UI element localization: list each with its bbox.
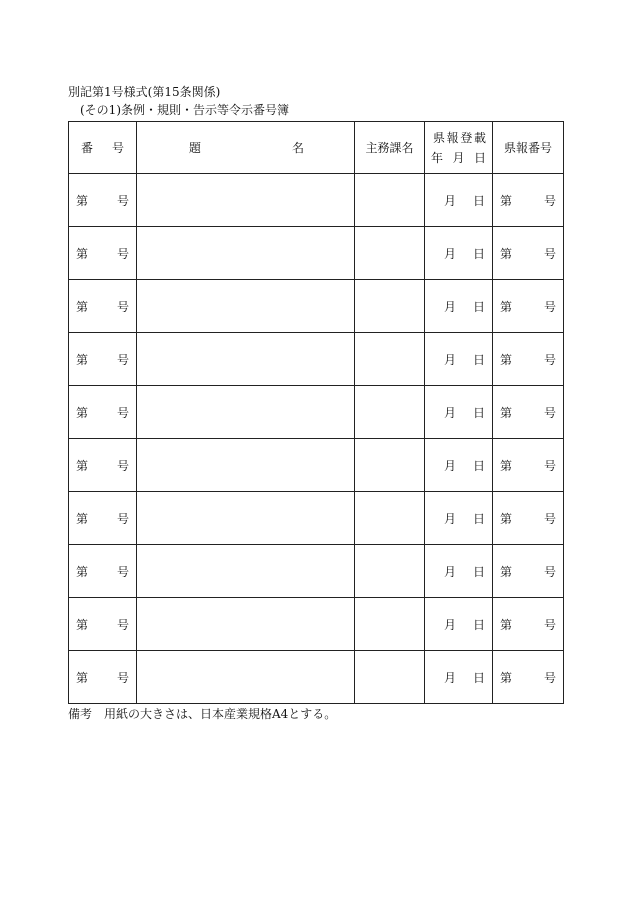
cell-publication-number[interactable] xyxy=(493,333,564,386)
table-row xyxy=(69,598,564,651)
cell-publication-number[interactable] xyxy=(493,545,564,598)
number-prefix: 第 xyxy=(76,617,89,632)
table-row xyxy=(69,651,564,704)
cell-title[interactable] xyxy=(137,651,355,704)
header-publication-date-top xyxy=(425,128,492,148)
number-suffix: 号 xyxy=(116,458,129,473)
cell-publication-date[interactable] xyxy=(425,492,493,545)
number-suffix: 号 xyxy=(116,670,129,685)
pubno-suffix: 号 xyxy=(543,511,556,526)
number-suffix: 号 xyxy=(116,617,129,632)
date-day: 日 xyxy=(472,405,485,420)
cell-publication-date[interactable] xyxy=(425,598,493,651)
number-suffix: 号 xyxy=(116,511,129,526)
number-suffix: 号 xyxy=(116,246,129,261)
pubno-suffix: 号 xyxy=(543,564,556,579)
table-row xyxy=(69,386,564,439)
pubno-suffix: 号 xyxy=(543,352,556,367)
cell-number[interactable] xyxy=(69,174,137,227)
pubno-prefix: 第 xyxy=(500,299,513,314)
date-day: 日 xyxy=(472,299,485,314)
number-prefix: 第 xyxy=(76,670,89,685)
cell-publication-number[interactable] xyxy=(493,386,564,439)
date-day: 日 xyxy=(472,246,485,261)
pubno-suffix: 号 xyxy=(543,193,556,208)
cell-publication-number[interactable] xyxy=(493,174,564,227)
date-month: 月 xyxy=(443,458,456,473)
date-month: 月 xyxy=(443,299,456,314)
table-row xyxy=(69,174,564,227)
date-month: 月 xyxy=(443,670,456,685)
header-publication-date-bottom xyxy=(425,148,492,168)
cell-title[interactable] xyxy=(137,439,355,492)
pubno-suffix: 号 xyxy=(543,405,556,420)
cell-publication-date[interactable] xyxy=(425,333,493,386)
cell-department[interactable] xyxy=(355,439,425,492)
cell-department[interactable] xyxy=(355,492,425,545)
date-day: 日 xyxy=(472,511,485,526)
pubno-suffix: 号 xyxy=(543,617,556,632)
pubno-prefix: 第 xyxy=(500,405,513,420)
cell-title[interactable] xyxy=(137,280,355,333)
pubno-prefix: 第 xyxy=(500,670,513,685)
cell-number[interactable] xyxy=(69,386,137,439)
pubno-suffix: 号 xyxy=(543,670,556,685)
cell-publication-number[interactable] xyxy=(493,598,564,651)
number-prefix: 第 xyxy=(76,352,89,367)
header-title xyxy=(137,122,355,174)
cell-department[interactable] xyxy=(355,227,425,280)
cell-title[interactable] xyxy=(137,333,355,386)
header-department-label: 主務課名 xyxy=(365,141,414,155)
form-subheading: (その1)条例・規則・告示等令示番号簿 xyxy=(80,103,289,117)
cell-department[interactable] xyxy=(355,651,425,704)
date-day: 日 xyxy=(472,617,485,632)
pubno-suffix: 号 xyxy=(543,458,556,473)
table-row xyxy=(69,439,564,492)
cell-department[interactable] xyxy=(355,386,425,439)
cell-number[interactable] xyxy=(69,227,137,280)
date-month: 月 xyxy=(443,246,456,261)
number-prefix: 第 xyxy=(76,458,89,473)
pubno-suffix: 号 xyxy=(543,246,556,261)
number-suffix: 号 xyxy=(116,405,129,420)
header-number-a: 番 xyxy=(81,141,94,155)
cell-number[interactable] xyxy=(69,598,137,651)
cell-publication-date[interactable] xyxy=(425,651,493,704)
date-day: 日 xyxy=(472,670,485,685)
table-row xyxy=(69,333,564,386)
footnote: 備考 用紙の大きさは、日本産業規格A4とする。 xyxy=(68,707,337,721)
date-day: 日 xyxy=(472,564,485,579)
number-prefix: 第 xyxy=(76,405,89,420)
register-table xyxy=(68,121,564,704)
cell-title[interactable] xyxy=(137,598,355,651)
cell-publication-number[interactable] xyxy=(493,492,564,545)
date-day: 日 xyxy=(472,193,485,208)
cell-department[interactable] xyxy=(355,174,425,227)
cell-number[interactable] xyxy=(69,280,137,333)
header-department xyxy=(355,122,425,174)
cell-number[interactable] xyxy=(69,439,137,492)
pubno-prefix: 第 xyxy=(500,564,513,579)
number-suffix: 号 xyxy=(116,352,129,367)
table-row xyxy=(69,280,564,333)
header-date-char: 報 xyxy=(446,130,459,145)
number-prefix: 第 xyxy=(76,246,89,261)
header-date-char: 県 xyxy=(433,130,446,145)
pubno-suffix: 号 xyxy=(543,299,556,314)
date-month: 月 xyxy=(443,511,456,526)
date-month: 月 xyxy=(443,352,456,367)
header-date-year: 年 xyxy=(431,150,444,165)
form-heading: 別記第1号様式(第15条関係) xyxy=(68,85,221,99)
pubno-prefix: 第 xyxy=(500,193,513,208)
register-body xyxy=(69,174,564,704)
cell-title[interactable] xyxy=(137,492,355,545)
number-prefix: 第 xyxy=(76,564,89,579)
cell-title[interactable] xyxy=(137,227,355,280)
pubno-prefix: 第 xyxy=(500,511,513,526)
cell-number[interactable] xyxy=(69,492,137,545)
header-row xyxy=(69,122,564,174)
cell-department[interactable] xyxy=(355,545,425,598)
cell-publication-number[interactable] xyxy=(493,651,564,704)
pubno-prefix: 第 xyxy=(500,458,513,473)
number-suffix: 号 xyxy=(116,564,129,579)
cell-title[interactable] xyxy=(137,545,355,598)
cell-number[interactable] xyxy=(69,333,137,386)
cell-publication-date[interactable] xyxy=(425,439,493,492)
header-publication-number-label: 県報番号 xyxy=(503,141,552,155)
date-month: 月 xyxy=(443,405,456,420)
cell-publication-date[interactable] xyxy=(425,386,493,439)
cell-department[interactable] xyxy=(355,598,425,651)
cell-number[interactable] xyxy=(69,651,137,704)
cell-number[interactable] xyxy=(69,545,137,598)
header-number-b: 号 xyxy=(111,141,124,155)
number-prefix: 第 xyxy=(76,299,89,314)
header-number xyxy=(69,122,137,174)
table-row xyxy=(69,545,564,598)
cell-publication-number[interactable] xyxy=(493,227,564,280)
number-suffix: 号 xyxy=(116,299,129,314)
header-date-day: 日 xyxy=(473,150,486,165)
pubno-prefix: 第 xyxy=(500,617,513,632)
number-prefix: 第 xyxy=(76,511,89,526)
cell-title[interactable] xyxy=(137,386,355,439)
cell-publication-date[interactable] xyxy=(425,174,493,227)
header-title-a: 題 xyxy=(189,141,202,155)
pubno-prefix: 第 xyxy=(500,246,513,261)
cell-publication-date[interactable] xyxy=(425,280,493,333)
date-month: 月 xyxy=(443,617,456,632)
date-month: 月 xyxy=(443,564,456,579)
cell-publication-number[interactable] xyxy=(493,280,564,333)
header-publication-number xyxy=(493,122,564,174)
header-publication-date xyxy=(425,122,493,174)
date-day: 日 xyxy=(472,458,485,473)
cell-title[interactable] xyxy=(137,174,355,227)
cell-department[interactable] xyxy=(355,280,425,333)
date-day: 日 xyxy=(472,352,485,367)
table-row xyxy=(69,492,564,545)
cell-department[interactable] xyxy=(355,333,425,386)
header-title-b: 名 xyxy=(291,141,304,155)
pubno-prefix: 第 xyxy=(500,352,513,367)
header-date-month: 月 xyxy=(452,150,465,165)
header-date-char: 載 xyxy=(473,130,486,145)
cell-publication-date[interactable] xyxy=(425,545,493,598)
table-row xyxy=(69,227,564,280)
number-suffix: 号 xyxy=(116,193,129,208)
number-prefix: 第 xyxy=(76,193,89,208)
header-date-char: 登 xyxy=(460,130,473,145)
cell-publication-date[interactable] xyxy=(425,227,493,280)
date-month: 月 xyxy=(443,193,456,208)
cell-publication-number[interactable] xyxy=(493,439,564,492)
